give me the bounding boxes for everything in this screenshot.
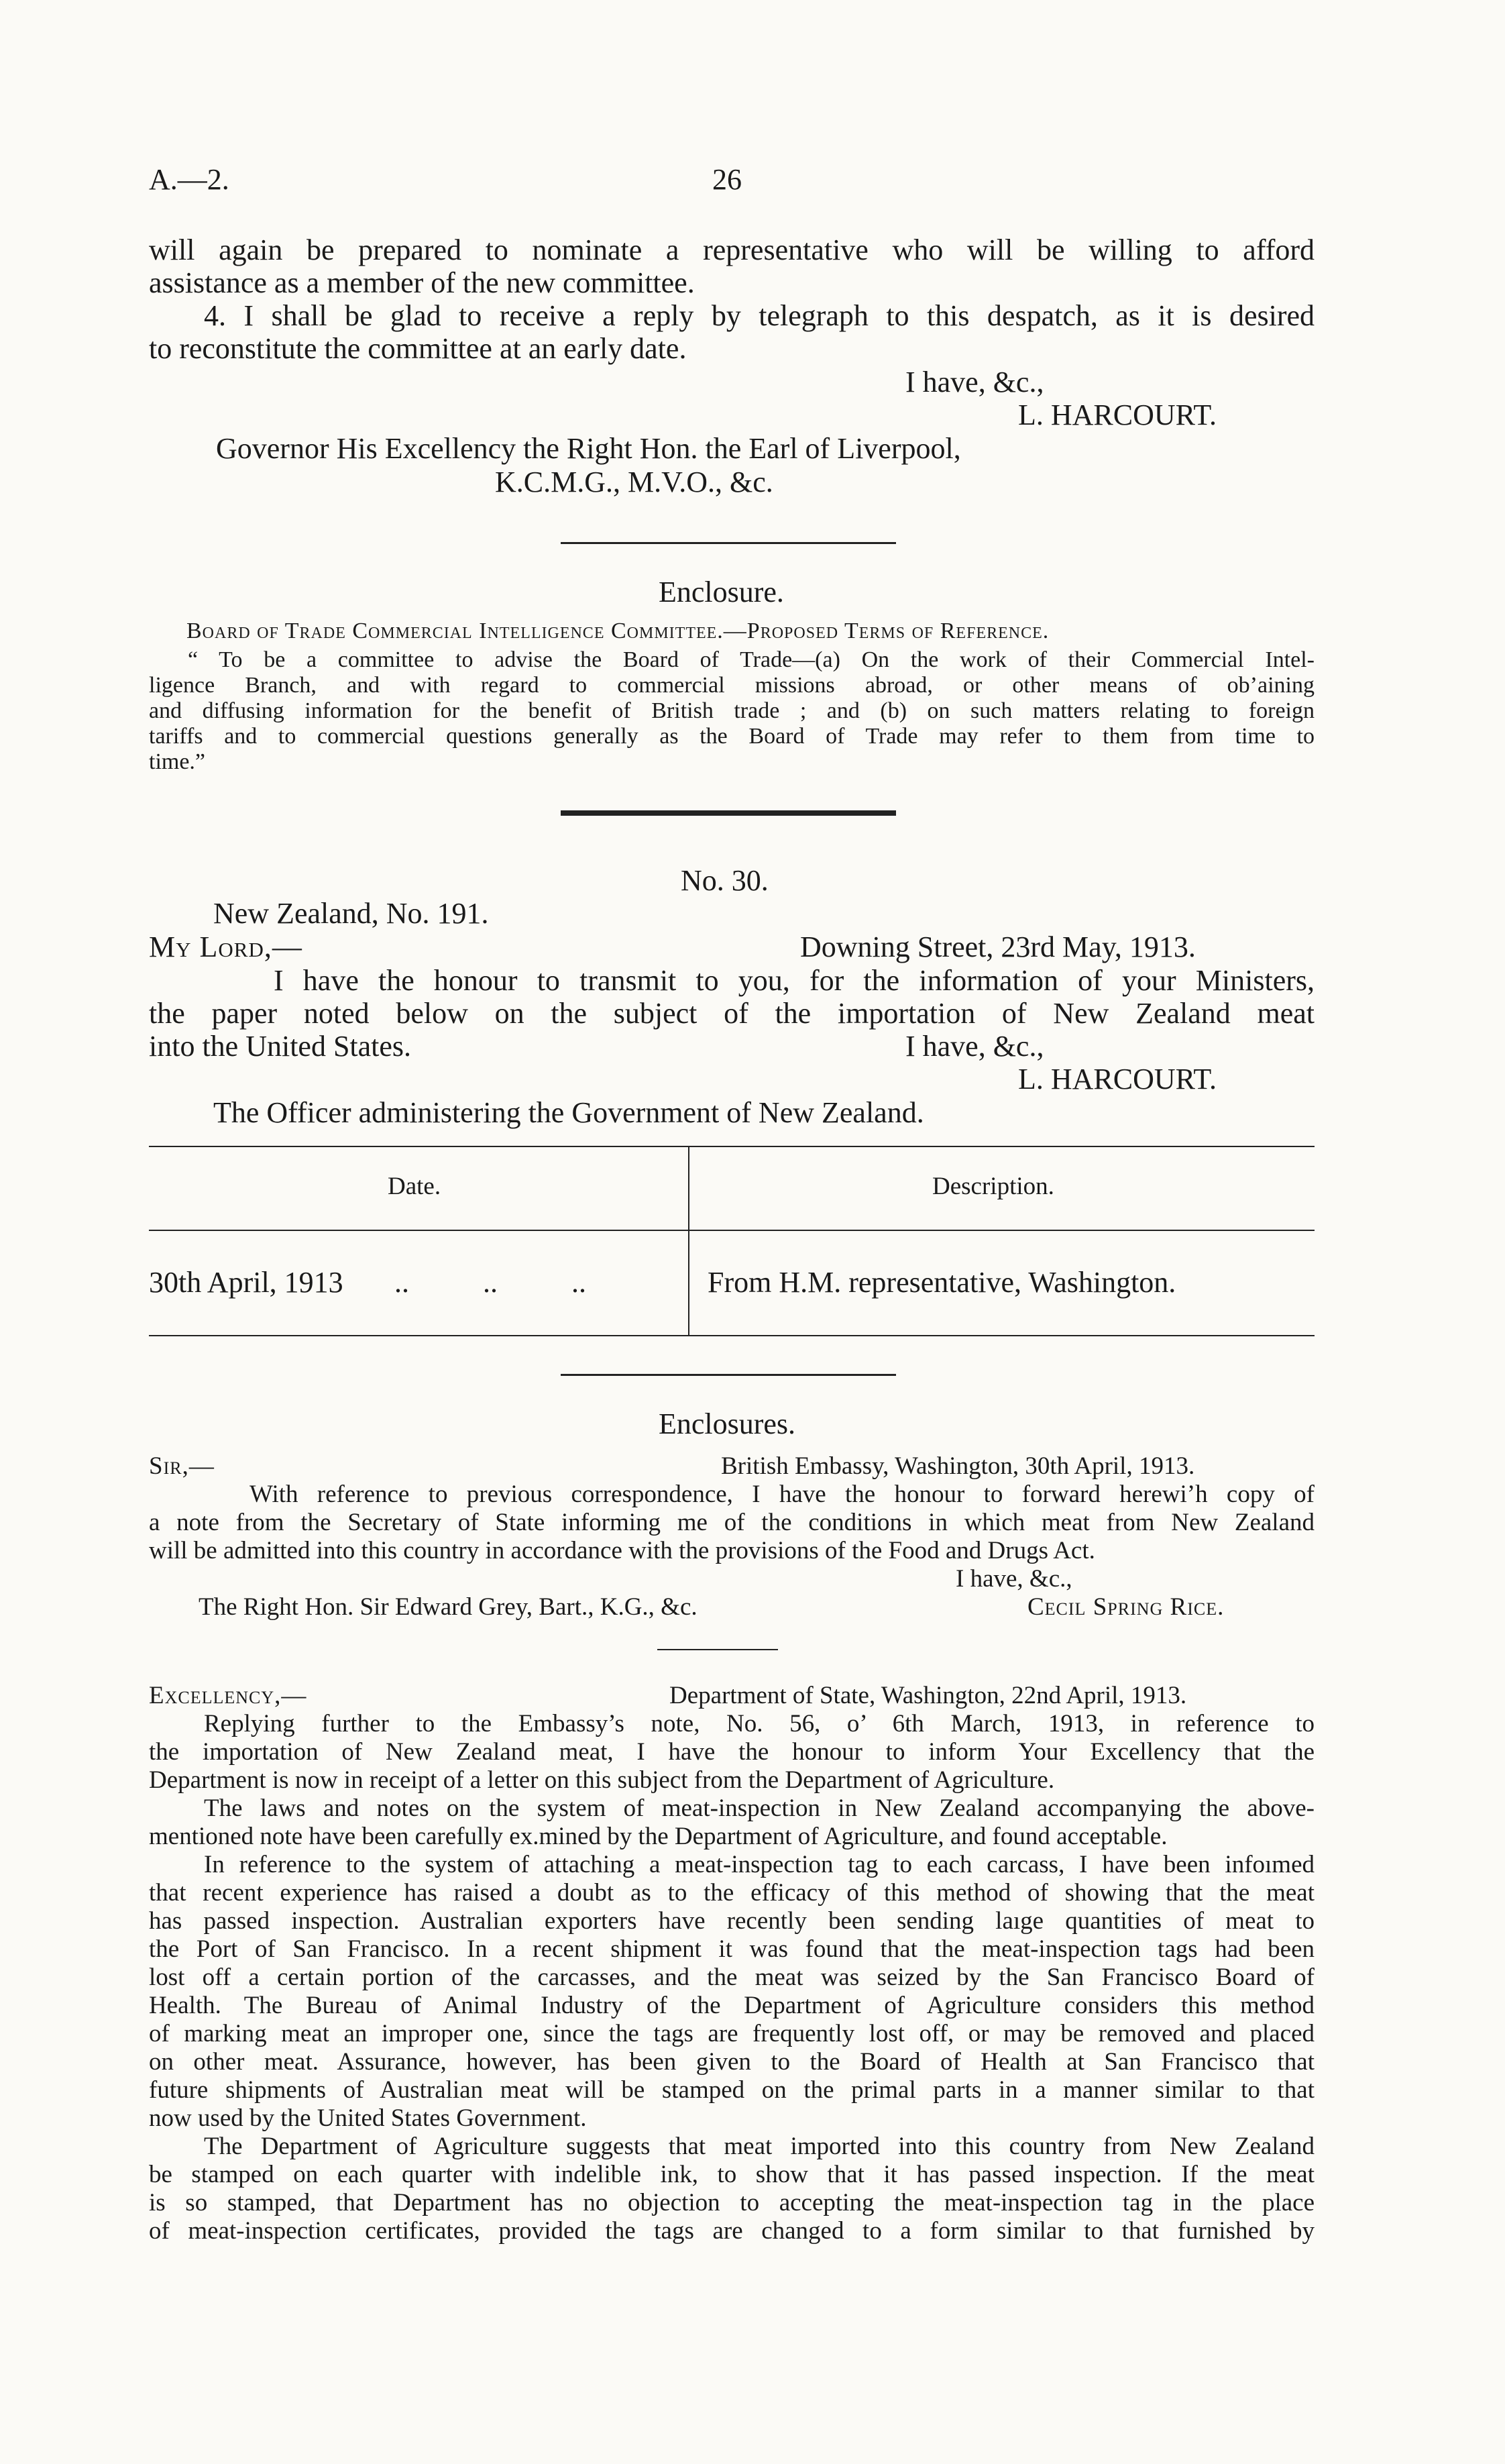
salutation: Excellency,— — [149, 1682, 307, 1709]
closing: I have, &c., — [905, 366, 1044, 398]
addressee: The Officer administering the Government of New Zealand. — [213, 1096, 924, 1129]
page-reference: A.—2. — [149, 163, 229, 196]
text-line: to reconstitute the committee at an early date. — [149, 332, 687, 365]
text-line: of marking meat an improper one, since the tags are frequently lost off, or may be removed and placed — [149, 2020, 1315, 2047]
addressee: The Right Hon. Sir Edward Grey, Bart., K.G., &c. — [199, 1593, 698, 1621]
text-line: the paper noted below on the subject of the importation of New Zealand meat — [149, 997, 1315, 1030]
text-line: be stamped on each quarter with indelible ink, to show that it has passed inspection. If the meat — [149, 2161, 1315, 2188]
signature: Cecil Spring Rice. — [1027, 1593, 1225, 1621]
text-line: is so stamped, that Department has no objection to accepting the meat-inspection tag in the place — [149, 2189, 1315, 2216]
text-line: of meat-inspection certificates, provided the tags are changed to a form similar to that furnished by — [149, 2217, 1315, 2245]
text-line: Health. The Bureau of Animal Industry of the Department of Agriculture considers this method — [149, 1992, 1315, 2019]
short-divider — [657, 1649, 778, 1650]
text-line: mentioned note have been carefully ex.mined by the Department of Agriculture, and found acceptable. — [149, 1823, 1168, 1850]
letter2-body — [149, 1710, 1315, 2245]
table-header-rule — [149, 1230, 1315, 1231]
table-header-description: Description. — [932, 1173, 1054, 1200]
text-line: on other meat. Assurance, however, has been given to the Board of Health at San Francisco that — [149, 2048, 1315, 2076]
place-date: Department of State, Washington, 22nd April, 1913. — [669, 1682, 1187, 1709]
opening-text — [149, 233, 1315, 365]
text-line: ligence Branch, and with regard to commercial missions abroad, or other means of ob’aining — [149, 673, 1315, 698]
text-line: that recent experience has raised a doubt as to the efficacy of this method of showing that the meat — [149, 1879, 1315, 1907]
text-line: the importation of New Zealand meat, I have the honour to inform Your Excellency that the — [149, 1738, 1315, 1766]
enclosure-title: Enclosure. — [659, 576, 784, 608]
table-bottom-rule — [149, 1335, 1315, 1336]
signature: L. HARCOURT. — [1018, 398, 1217, 431]
text-line: the Port of San Francisco. In a recent shipment it was found that the meat-inspection tags had been — [149, 1935, 1315, 1963]
table-column-divider — [688, 1147, 689, 1335]
text-line: has passed inspection. Australian exporters have recently been sending laıge quantities of meat to — [149, 1907, 1315, 1935]
text-line: 4. I shall be glad to receive a reply by telegraph to this despatch, as it is desired — [204, 299, 1315, 332]
text-line: time.” — [149, 749, 206, 774]
place-date: British Embassy, Washington, 30th April, 1913. — [721, 1452, 1195, 1480]
text-line: assistance as a member of the new committee. — [149, 266, 695, 299]
table-cell-date: 30th April, 1913 — [149, 1266, 343, 1299]
text-line: In reference to the system of attaching a meat-inspection tag to each carcass, I have been infoımed — [204, 1851, 1315, 1878]
text-line: future shipments of Australian meat will be stamped on the primal parts in a manner similar to that — [149, 2076, 1315, 2104]
salutation: My Lord,— — [149, 930, 302, 963]
text-line: a note from the Secretary of State informing me of the conditions in which meat from New Zealand — [149, 1509, 1315, 1536]
closing: I have, &c., — [956, 1565, 1072, 1593]
addressee-honours: K.C.M.G., M.V.O., &c. — [495, 466, 773, 498]
text-line: and diffusing information for the benefit of British trade ; and (b) on such matters relating to foreign — [149, 698, 1315, 723]
text-line: The laws and notes on the system of meat-inspection in New Zealand accompanying the above- — [204, 1795, 1315, 1822]
text-line: Department is now in receipt of a letter on this subject from the Department of Agriculture. — [149, 1766, 1055, 1794]
page-number: 26 — [712, 163, 742, 196]
table-cell-leaders: .. .. .. — [394, 1266, 586, 1299]
despatch-body — [149, 964, 1315, 1063]
text-line: Replying further to the Embassy’s note, No. 56, o’ 6th March, 1913, in reference to — [204, 1710, 1315, 1737]
despatch-number: No. 30. — [681, 864, 769, 897]
text-line: The Department of Agriculture suggests that meat imported into this country from New Zealand — [204, 2133, 1315, 2160]
text-line: lost off a certain portion of the carcasses, and the meat was seized by the San Francisco Board of — [149, 1964, 1315, 1991]
table-cell-description: From H.M. representative, Washington. — [708, 1266, 1176, 1299]
table-top-rule — [149, 1146, 1315, 1147]
despatch-reference: New Zealand, No. 191. — [213, 897, 489, 930]
text-line: “ To be a committee to advise the Board of Trade—(a) On the work of their Commercial Intel- — [188, 647, 1315, 672]
signature: L. HARCOURT. — [1018, 1063, 1217, 1095]
letter1-body — [149, 1481, 1315, 1565]
text-line: into the United States. — [149, 1030, 412, 1063]
salutation: Sir,— — [149, 1452, 215, 1480]
text-line: now used by the United States Government. — [149, 2104, 587, 2132]
text-line: With reference to previous correspondence, I have the honour to forward herewi’h copy of — [249, 1481, 1315, 1508]
section-divider — [561, 542, 896, 544]
text-line: I have the honour to transmit to you, for the information of your Ministers, — [274, 964, 1315, 997]
section-divider — [561, 1374, 896, 1376]
table-header-date: Date. — [388, 1173, 441, 1200]
place-date: Downing Street, 23rd May, 1913. — [800, 930, 1196, 963]
text-line: will be admitted into this country in accordance with the provisions of the Food and Drugs Act. — [149, 1537, 1095, 1564]
text-line: will again be prepared to nominate a representative who will be willing to afford — [149, 233, 1315, 266]
enclosure-heading: Board of Trade Commercial Intelligence Committee.—Proposed Terms of Reference. — [186, 619, 1050, 643]
thick-divider — [561, 810, 896, 816]
text-line: tariffs and to commercial questions generally as the Board of Trade may refer to them from time to — [149, 724, 1315, 749]
enclosures-title: Enclosures. — [659, 1407, 796, 1440]
closing: I have, &c., — [905, 1030, 1044, 1063]
addressee: Governor His Excellency the Right Hon. the Earl of Liverpool, — [216, 432, 961, 465]
enclosure-text — [149, 647, 1315, 775]
